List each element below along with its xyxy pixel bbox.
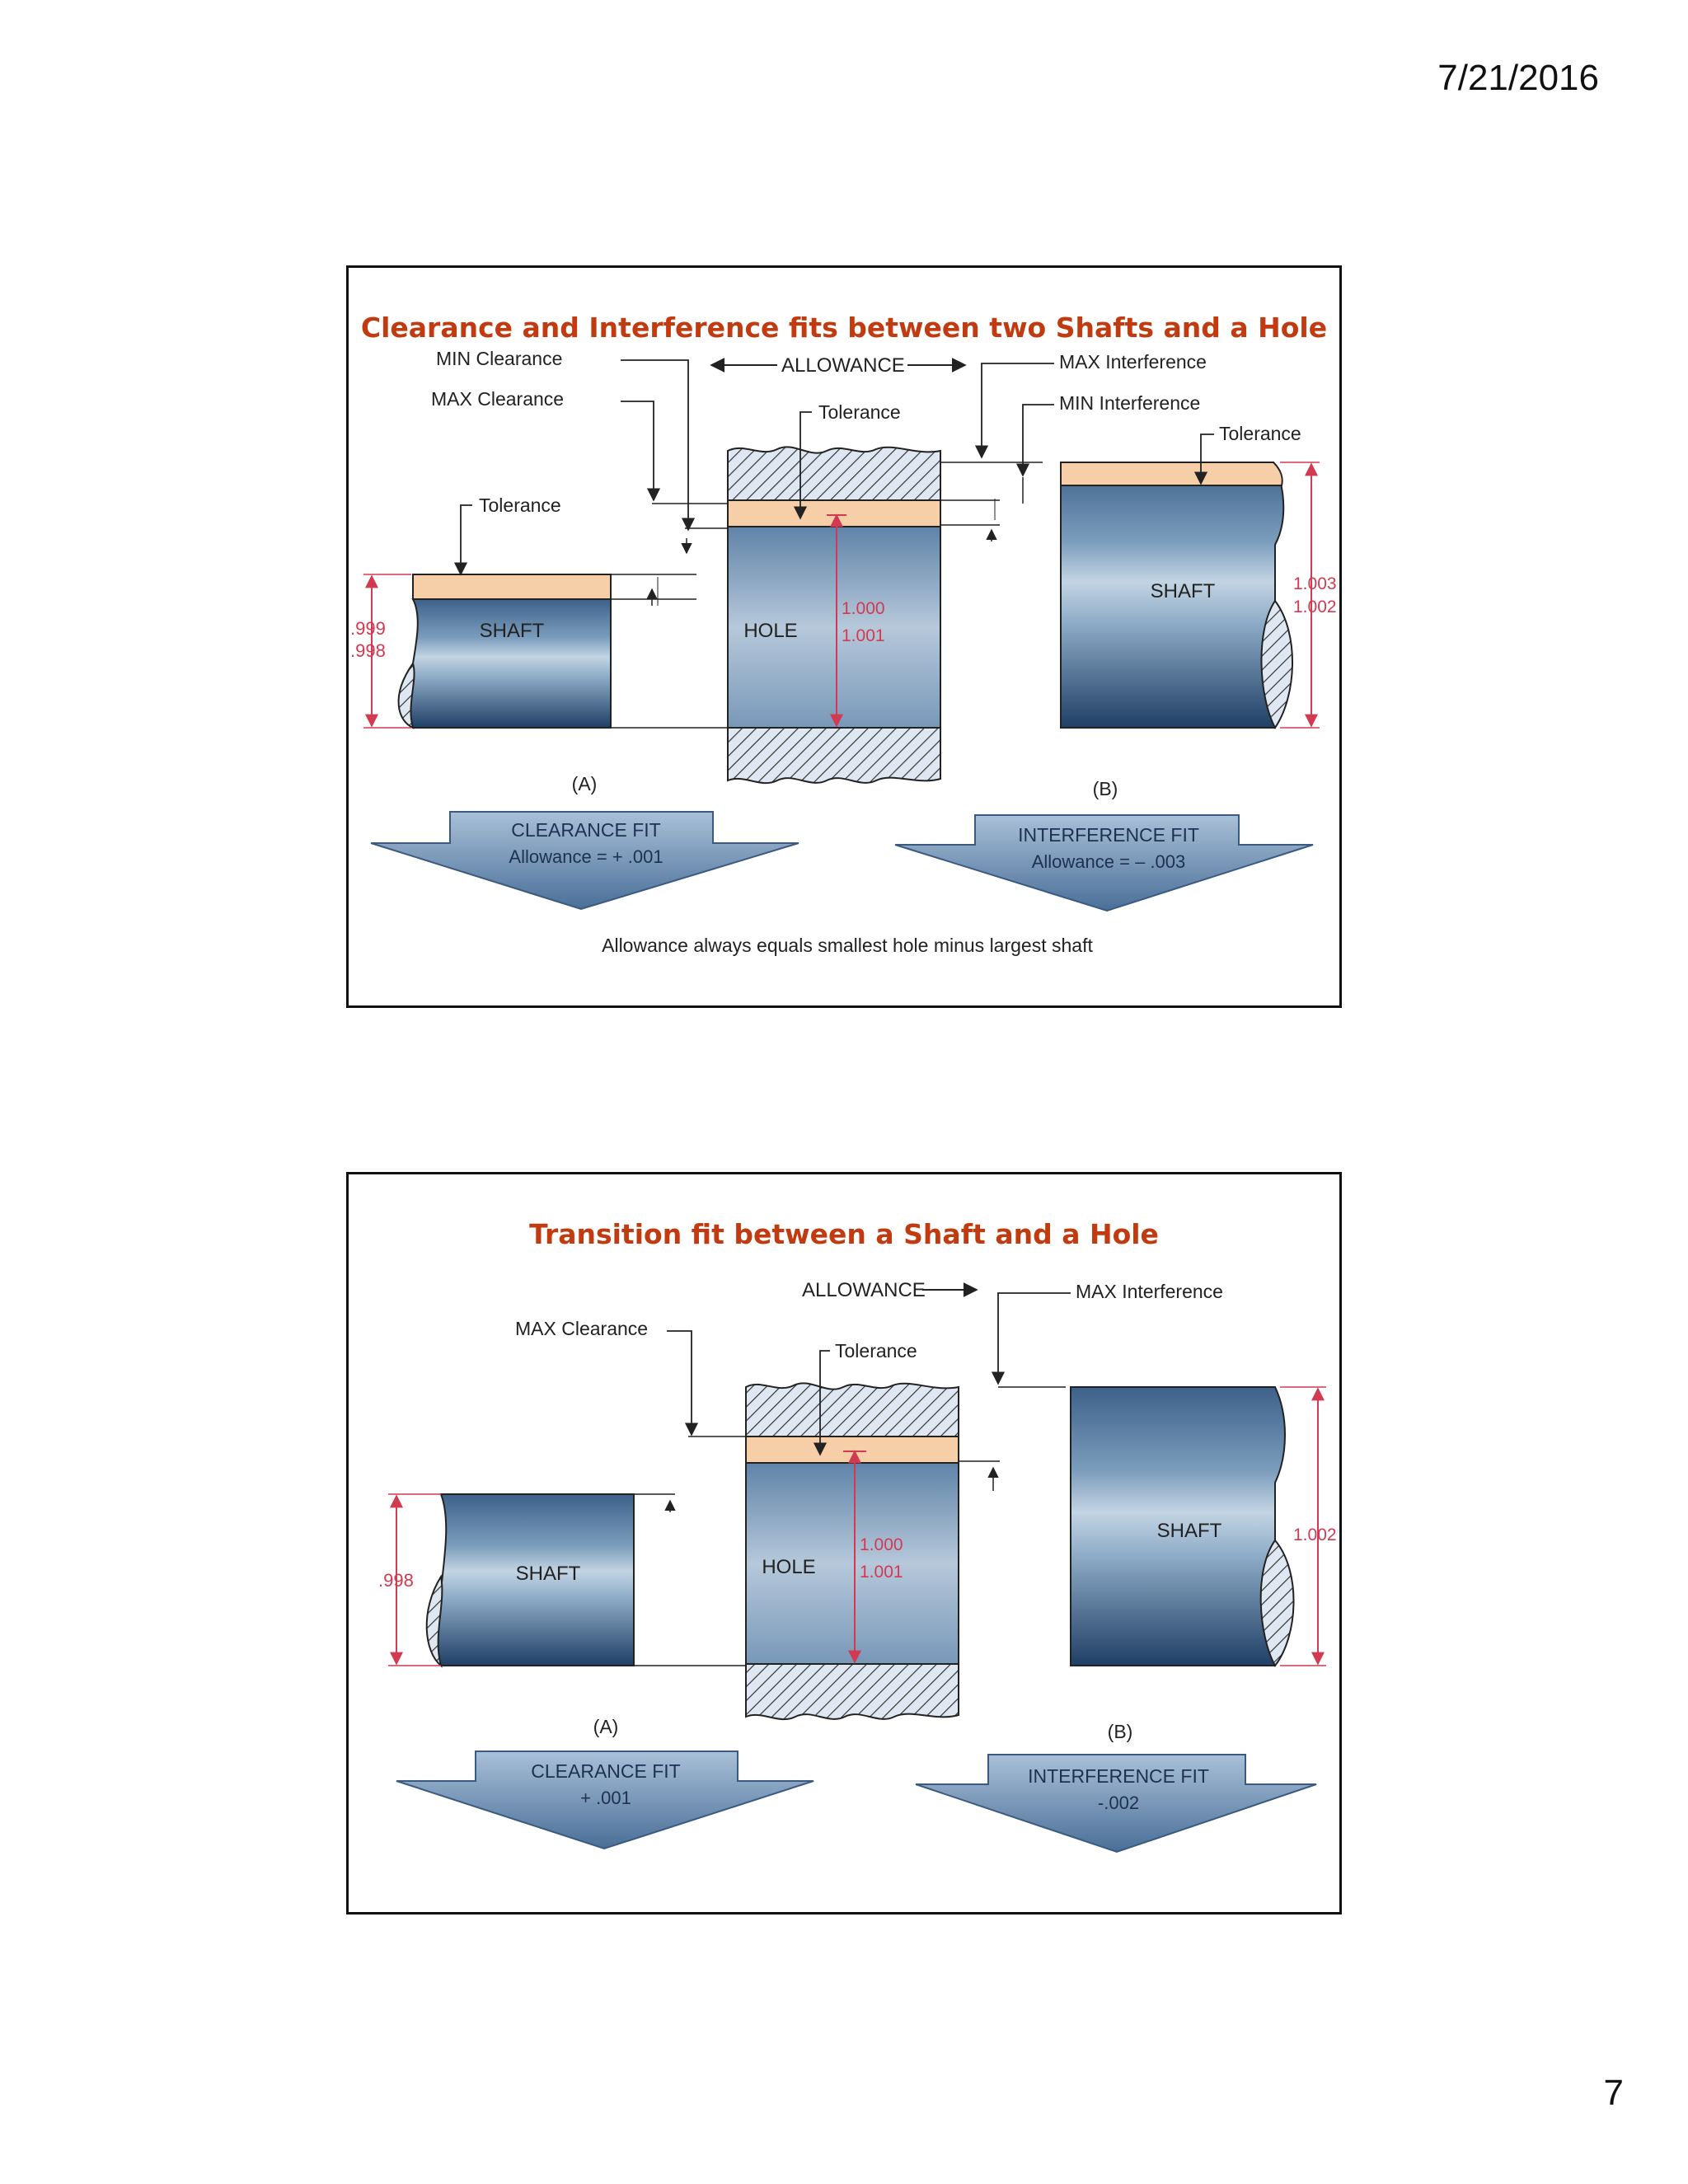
left-shaft-break-hatch [399,663,415,728]
max-interference-label: MAX Interference [1059,351,1207,373]
hole-label: HOLE [743,620,798,642]
hole-top-wall [728,447,940,500]
allowance-label: ALLOWANCE [781,354,905,377]
min-interference-label: MIN Interference [1059,392,1201,414]
part-b-label: (B) [1107,1721,1133,1742]
slide-clearance-interference [346,265,1342,1008]
right-tolerance-label: Tolerance [1219,423,1301,444]
interference-fit-allowance: Allowance = – .003 [1031,851,1186,872]
fit-diagram [349,268,1339,1005]
hole-bottom-wall [728,728,940,783]
interference-fit-title: INTERFERENCE FIT [1028,1765,1209,1787]
hole-tolerance-band [728,500,940,527]
left-dim-max: .999 [350,618,386,639]
clearance-fit-allowance: Allowance = + .001 [509,846,663,867]
allowance-label: ALLOWANCE [802,1279,926,1301]
interference-fit-title: INTERFERENCE FIT [1018,824,1199,846]
hole-label: HOLE [762,1556,816,1578]
hole-tolerance-label: Tolerance [835,1340,917,1361]
page-date: 7/21/2016 [1437,58,1599,98]
hole-top-wall [746,1383,959,1436]
min-clearance-label: MIN Clearance [436,348,563,369]
right-dim: 1.002 [1293,1526,1337,1544]
slide-title: Transition fit between a Shaft and a Hole [529,1218,1159,1250]
hole-bottom-wall [746,1664,959,1719]
left-shaft-shape [408,599,611,728]
allowance-note: Allowance always equals smallest hole minus largest shaft [602,935,1093,956]
hole-dim-max: 1.001 [860,1563,903,1582]
right-shaft-tolerance-band [1061,462,1282,485]
left-tolerance-label: Tolerance [479,494,561,516]
max-interference-label: MAX Interference [1076,1281,1223,1302]
part-b-label: (B) [1092,778,1118,799]
left-shaft-tolerance-band [413,574,611,599]
part-a-label: (A) [593,1716,619,1737]
right-shaft-label: SHAFT [1150,580,1216,602]
max-clearance-label: MAX Clearance [515,1318,649,1339]
left-dim-min: .998 [350,640,386,661]
page-number: 7 [1603,2073,1624,2113]
right-dim-max: 1.003 [1293,574,1337,593]
hole-dim-min: 1.000 [860,1535,903,1554]
part-a-label: (A) [571,773,598,794]
clearance-fit-title: CLEARANCE FIT [531,1760,681,1782]
clearance-fit-value: + .001 [580,1788,631,1808]
left-dim: .998 [378,1570,414,1591]
transition-fit-diagram [349,1174,1339,1912]
left-shaft-label: SHAFT [479,620,545,642]
hole-tolerance-label: Tolerance [818,401,901,423]
left-shaft-label: SHAFT [515,1563,581,1585]
slide-title: Clearance and Interference fits between two Shafts and a Hole [360,312,1328,344]
interference-fit-value: -.002 [1097,1793,1140,1813]
hole-dim-max: 1.001 [842,626,885,645]
hole-tolerance-band [746,1436,959,1463]
max-clearance-label: MAX Clearance [431,388,565,410]
right-dim-min: 1.002 [1293,598,1337,616]
right-shaft-label: SHAFT [1156,1520,1222,1542]
slide-transition-fit [346,1172,1342,1915]
clearance-fit-title: CLEARANCE FIT [511,819,661,841]
hole-dim-min: 1.000 [842,599,885,618]
